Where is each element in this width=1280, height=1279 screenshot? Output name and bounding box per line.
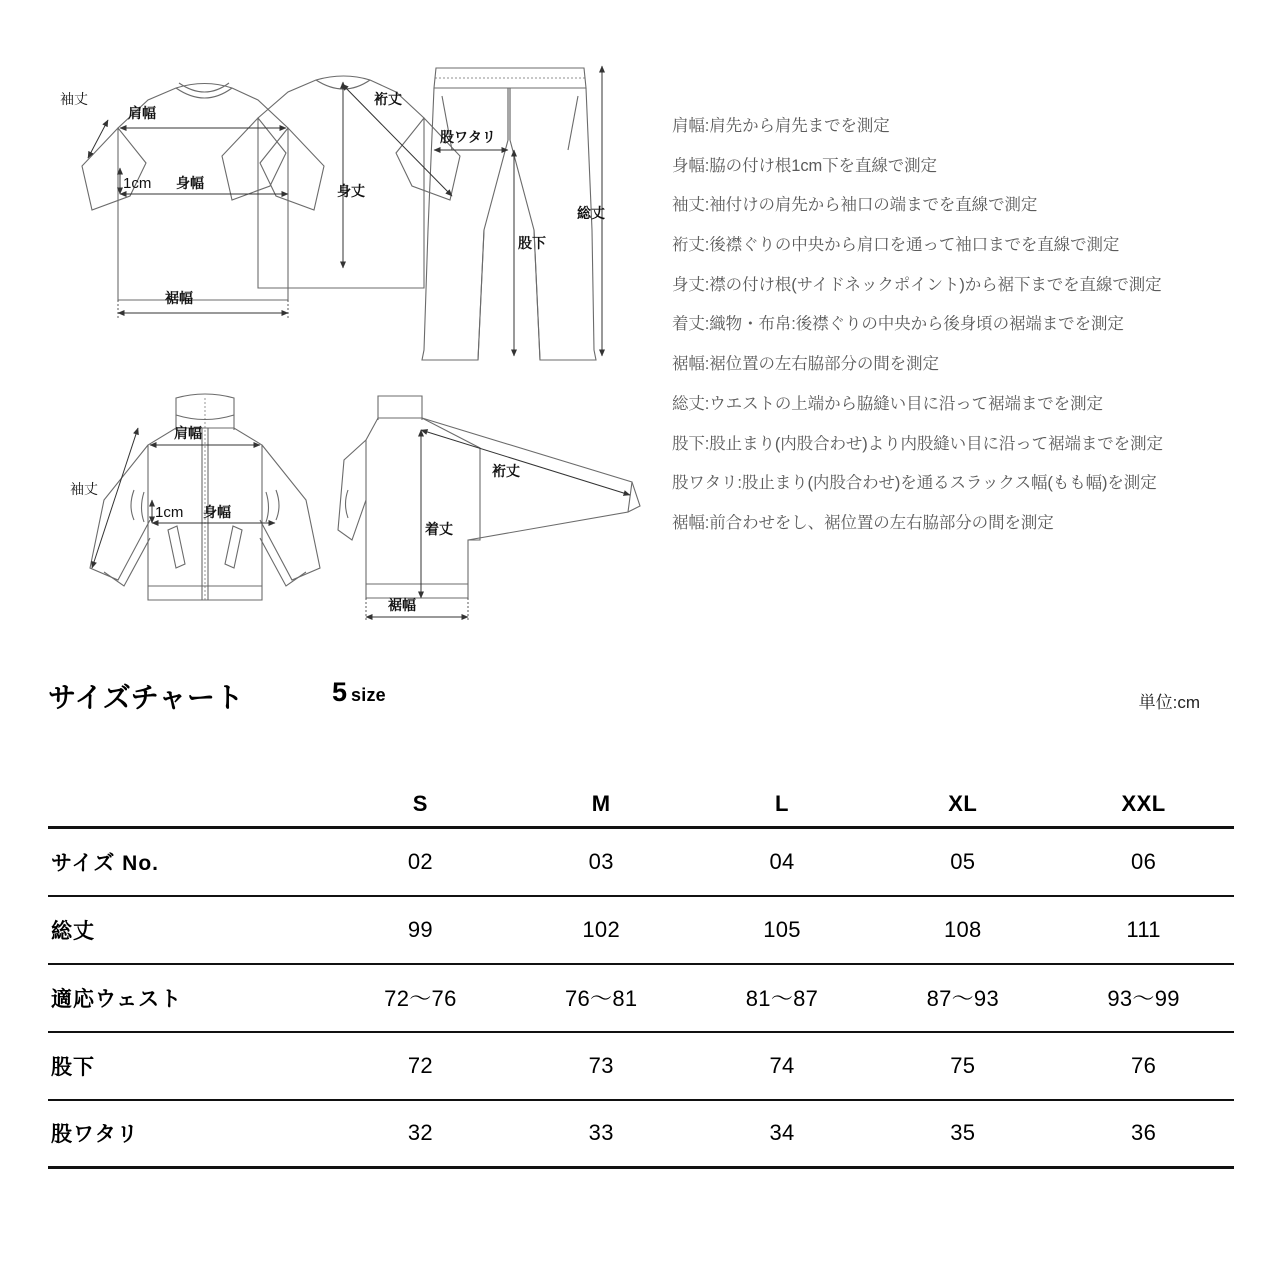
- size-count-number: 5: [332, 677, 348, 707]
- cell-xl: 05: [872, 828, 1053, 896]
- table-row: [48, 896, 1234, 964]
- cell-xxl: 111: [1053, 896, 1234, 964]
- cell-xl: 87〜93: [872, 964, 1053, 1032]
- table-row: [48, 828, 1234, 896]
- cell-m: 33: [511, 1100, 692, 1168]
- measurement-description-4: 身丈:襟の付け根(サイドネックポイント)から裾下までを直線で測定: [672, 275, 1162, 294]
- label-tshirt-1cm: 1cm: [123, 175, 152, 192]
- column-header-label: [48, 782, 330, 828]
- label-jacket-hem-width: 裾幅: [388, 597, 416, 613]
- cell-s: 72〜76: [330, 964, 511, 1032]
- table-head: [48, 782, 1234, 828]
- measurement-illustrations: [0, 0, 660, 660]
- cell-s: 99: [330, 896, 511, 964]
- cell-m: 76〜81: [511, 964, 692, 1032]
- cell-l: 74: [692, 1032, 873, 1100]
- cell-l: 04: [692, 828, 873, 896]
- measurement-description-10: 裾幅:前合わせをし、裾位置の左右脇部分の間を測定: [672, 513, 1054, 532]
- measurement-description-0: 肩幅:肩先から肩先までを測定: [672, 117, 890, 135]
- jacket-back-drawing: [338, 396, 640, 598]
- label-jacket-sleeve-length: 袖丈: [70, 481, 98, 497]
- cell-xl: 108: [872, 896, 1053, 964]
- label-tshirt-sleeve-length: 袖丈: [60, 91, 88, 107]
- label-jacket-shoulder-width: 肩幅: [174, 425, 202, 441]
- cell-xxl: 36: [1053, 1100, 1234, 1168]
- unit-label: 単位:cm: [1138, 693, 1200, 712]
- row-label: サイズ No.: [48, 828, 330, 896]
- measurement-description-5: 着丈:織物・布帛:後襟ぐりの中央から後身頃の裾端までを測定: [672, 315, 1124, 334]
- table-body: [48, 828, 1234, 1168]
- tshirt-back-drawing: [222, 76, 460, 288]
- column-header-l: L: [692, 782, 873, 828]
- label-jacket-garment-length: 着丈: [425, 521, 453, 537]
- cell-l: 105: [692, 896, 873, 964]
- table-row: [48, 964, 1234, 1032]
- cell-s: 02: [330, 828, 511, 896]
- row-label: 股ワタリ: [48, 1100, 330, 1168]
- measurement-description-2: 袖丈:袖付けの肩先から袖口の端までを直線で測定: [672, 196, 1038, 215]
- label-tshirt-body-length: 身丈: [337, 183, 365, 199]
- cell-m: 03: [511, 828, 692, 896]
- cell-xxl: 93〜99: [1053, 964, 1234, 1032]
- measurement-description-7: 総丈:ウエストの上端から脇縫い目に沿って裾端までを測定: [672, 394, 1103, 413]
- label-tshirt-shoulder-width: 肩幅: [128, 105, 156, 121]
- cell-l: 81〜87: [692, 964, 873, 1032]
- cell-m: 102: [511, 896, 692, 964]
- page-title: サイズチャート: [48, 682, 244, 713]
- label-tshirt-body-width: 身幅: [176, 175, 204, 191]
- column-header-m: M: [511, 782, 692, 828]
- cell-xl: 75: [872, 1032, 1053, 1100]
- measurement-description-8: 股下:股止まり(内股合わせ)より内股縫い目に沿って裾端までを測定: [672, 434, 1163, 453]
- tshirt-front-drawing: [82, 83, 324, 300]
- measurement-description-list: [672, 118, 1272, 555]
- size-count: [332, 677, 386, 708]
- size-chart-table: [48, 782, 1234, 1169]
- label-jacket-1cm: 1cm: [155, 504, 184, 521]
- table-row: [48, 1100, 1234, 1168]
- jacket-front-drawing: [90, 394, 320, 600]
- label-jacket-body-width: 身幅: [203, 504, 231, 520]
- row-label: 適応ウェスト: [48, 964, 330, 1032]
- pants-drawing: [422, 68, 596, 360]
- cell-xl: 35: [872, 1100, 1053, 1168]
- cell-m: 73: [511, 1032, 692, 1100]
- label-pants-thigh-width: 股ワタリ: [440, 129, 496, 145]
- column-header-xxl: XXL: [1053, 782, 1234, 828]
- label-jacket-sleeve-span: 裄丈: [492, 463, 520, 479]
- label-tshirt-sleeve-span: 裄丈: [374, 91, 402, 107]
- measurement-description-1: 身幅:脇の付け根1cm下を直線で測定: [672, 156, 937, 175]
- label-pants-total-length: 総丈: [577, 205, 605, 221]
- row-label: 股下: [48, 1032, 330, 1100]
- size-count-suffix: size: [351, 685, 386, 705]
- measurement-description-6: 裾幅:裾位置の左右脇部分の間を測定: [672, 355, 939, 374]
- chart-header: [48, 676, 1232, 722]
- cell-s: 72: [330, 1032, 511, 1100]
- row-label: 総丈: [48, 896, 330, 964]
- column-header-s: S: [330, 782, 511, 828]
- table-row: [48, 1032, 1234, 1100]
- measurement-description-9: 股ワタリ:股止まり(内股合わせ)を通るスラックス幅(もも幅)を測定: [672, 474, 1157, 493]
- measurement-description-3: 裄丈:後襟ぐりの中央から肩口を通って袖口までを直線で測定: [672, 236, 1120, 255]
- table-header-row: [48, 782, 1234, 828]
- label-tshirt-hem-width: 裾幅: [165, 290, 193, 306]
- cell-xxl: 06: [1053, 828, 1234, 896]
- cell-l: 34: [692, 1100, 873, 1168]
- column-header-xl: XL: [872, 782, 1053, 828]
- cell-s: 32: [330, 1100, 511, 1168]
- label-pants-inseam: 股下: [518, 235, 546, 251]
- cell-xxl: 76: [1053, 1032, 1234, 1100]
